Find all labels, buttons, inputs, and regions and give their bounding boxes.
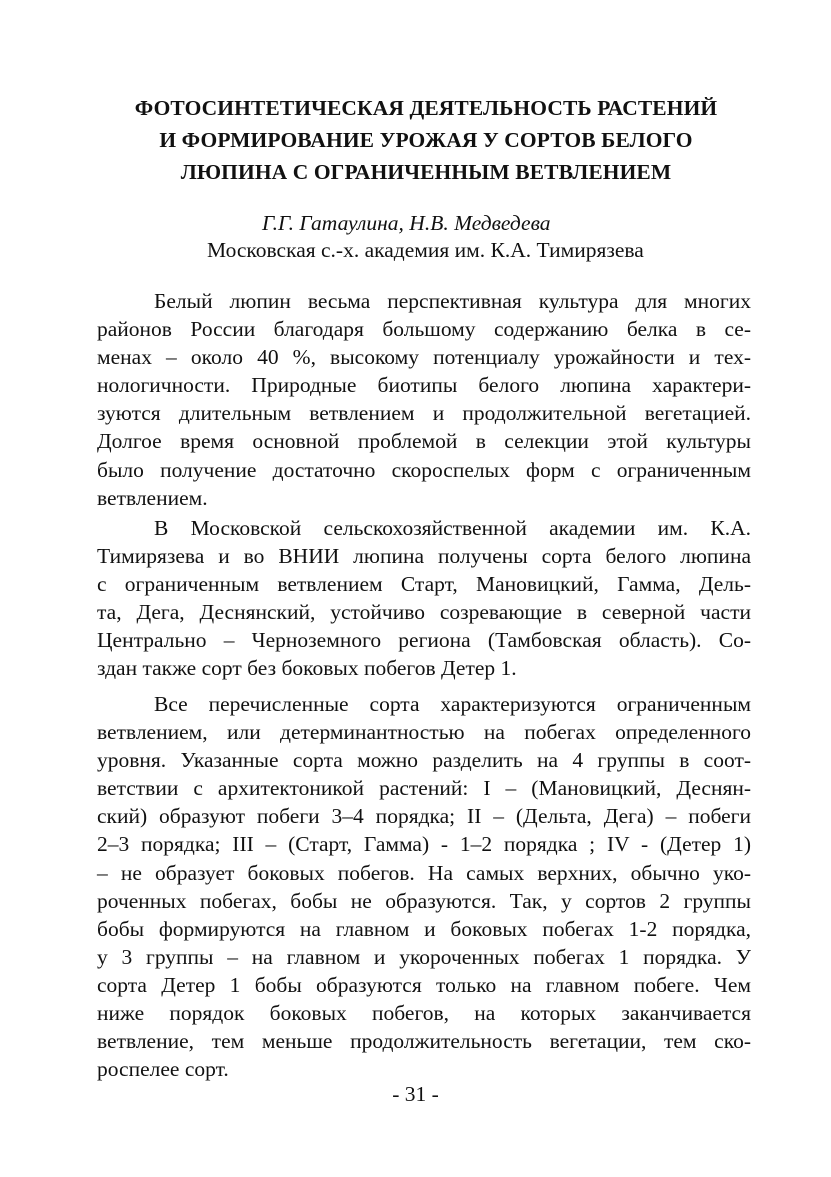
paragraph-intro xyxy=(97,287,751,512)
text-line: Долгое время основной проблемой в селекции этой культуры xyxy=(97,429,751,454)
title-line: ЛЮПИНА С ОГРАНИЧЕННЫМ ВЕТВЛЕНИЕМ xyxy=(180,160,672,184)
text-line: ветвлением. xyxy=(97,485,208,510)
text-line: Все перечисленные сорта характеризуются ограниченным xyxy=(154,692,751,716)
text-line: – не образует боковых побегов. На самых верхних, обычно уко- xyxy=(97,860,751,885)
text-line: с ограниченным ветвлением Старт, Мановицкий, Гамма, Дель- xyxy=(97,572,751,597)
text-line: уровня. Указанные сорта можно разделить на 4 группы в соот- xyxy=(97,748,751,773)
text-line: 2–3 порядка; III – (Старт, Гамма) - 1–2 порядка ; IV - (Детер 1) xyxy=(97,832,751,857)
text-line: районов России благодаря большому содержанию белка в се- xyxy=(97,317,751,342)
text-line: В Московской сельскохозяйственной академии им. К.А. xyxy=(154,516,751,540)
text-line: сорта Детер 1 бобы образуются только на главном побеге. Чем xyxy=(97,972,751,997)
text-line: Центрально – Черноземного региона (Тамбовская область). Со- xyxy=(97,628,751,653)
text-line: ветвлением, или детерминантностью на побегах определенного xyxy=(97,720,751,745)
text-line: было получение достаточно скороспелых форм с ограниченным xyxy=(97,457,751,482)
text-line: нологичности. Природные биотипы белого люпина характери- xyxy=(97,373,751,398)
text-line: ниже порядок боковых побегов, на которых заканчивается xyxy=(97,1001,751,1026)
text-line: та, Дега, Деснянский, устойчиво созревающие в северной части xyxy=(97,600,751,625)
paragraph-varieties xyxy=(97,514,751,683)
text-line: зуются длительным ветвлением и продолжительной вегетацией. xyxy=(97,401,751,426)
text-line: ветствии с архитектоникой растений: I – (Мановицкий, Деснян- xyxy=(97,776,751,801)
text-line: ский) образуют побеги 3–4 порядка; II – (Дельта, Дега) – побеги xyxy=(97,804,751,829)
authors: Г.Г. Гатаулина, Н.В. Медведева xyxy=(262,211,551,235)
text-line: бобы формируются на главном и боковых побегах 1-2 порядка, xyxy=(97,916,751,941)
article-title xyxy=(96,92,756,188)
text-line: роченных побегах, бобы не образуются. Так, у сортов 2 группы xyxy=(97,888,751,913)
title-line: ФОТОСИНТЕТИЧЕСКАЯ ДЕЯТЕЛЬНОСТЬ РАСТЕНИЙ xyxy=(134,96,718,120)
text-line: менах – около 40 %, высокому потенциалу урожайности и тех- xyxy=(97,345,751,370)
text-line: Тимирязева и во ВНИИ люпина получены сорта белого люпина xyxy=(97,544,751,569)
affiliation: Московская с.-х. академия им. К.А. Тимирязева xyxy=(207,238,644,262)
paragraph-groups xyxy=(97,690,751,1083)
text-line: Белый люпин весьма перспективная культура для многих xyxy=(154,289,751,313)
text-line: роспелее сорт. xyxy=(97,1057,229,1082)
text-line: здан также сорт без боковых побегов Детер 1. xyxy=(97,656,517,681)
title-line: И ФОРМИРОВАНИЕ УРОЖАЯ У СОРТОВ БЕЛОГО xyxy=(159,128,693,152)
text-line: ветвление, тем меньше продолжительность вегетации, тем ско- xyxy=(97,1029,751,1054)
text-line: у 3 группы – на главном и укороченных побегах 1 порядка. У xyxy=(97,944,751,969)
page-number: - 31 - xyxy=(392,1082,439,1106)
